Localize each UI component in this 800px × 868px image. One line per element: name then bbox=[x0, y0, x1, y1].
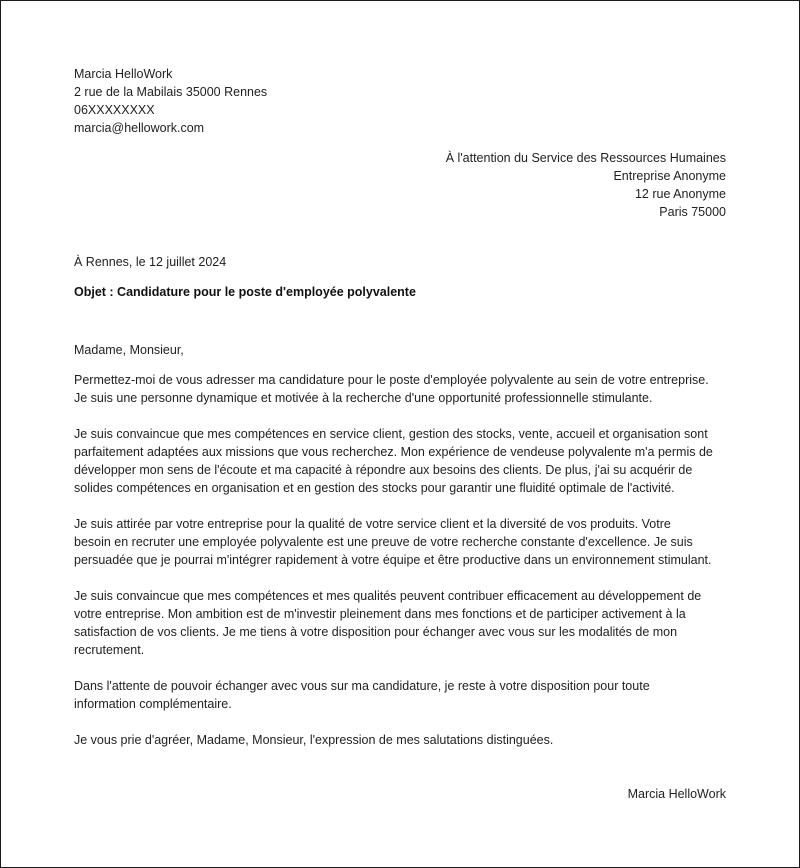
paragraph-line: Je suis une personne dynamique et motivée à la recherche d'une opportunité professionnelle stimulante. bbox=[74, 391, 653, 405]
paragraph-line: Je suis attirée par votre entreprise pour la qualité de votre service client et la diversité de vos produits. Votre bbox=[74, 517, 671, 531]
sender-address: 2 rue de la Mabilais 35000 Rennes bbox=[74, 85, 268, 99]
paragraph-3 bbox=[74, 515, 734, 569]
paragraph-1 bbox=[74, 371, 734, 407]
recipient-attention: À l'attention du Service des Ressources Humaines bbox=[445, 151, 726, 165]
paragraph-5 bbox=[74, 677, 734, 713]
recipient-company: Entreprise Anonyme bbox=[613, 169, 726, 183]
signature: Marcia HelloWork bbox=[627, 787, 726, 801]
paragraph-closing bbox=[74, 731, 734, 749]
paragraph-line: besoin en recruter une employée polyvalente est une preuve de votre recherche constante d'excellence. Je suis bbox=[74, 535, 693, 549]
paragraph-line: information complémentaire. bbox=[74, 697, 232, 711]
sender-email: marcia@hellowork.com bbox=[74, 121, 205, 135]
paragraph-4 bbox=[74, 587, 734, 659]
subject-line: Objet : Candidature pour le poste d'employée polyvalente bbox=[74, 285, 416, 299]
recipient-city: Paris 75000 bbox=[659, 205, 726, 219]
paragraph-line: parfaitement adaptées aux missions que vous recherchez. Mon expérience de vendeuse polyvalente m'a permis de bbox=[74, 445, 713, 459]
sender-name: Marcia HelloWork bbox=[74, 67, 173, 81]
paragraph-line: recrutement. bbox=[74, 643, 145, 657]
paragraph-line: persuadée que je pourrai m'intégrer rapidement à votre équipe et être productive dans un environnement stimulant. bbox=[74, 553, 712, 567]
paragraph-line: votre entreprise. Mon ambition est de m'investir pleinement dans mes fonctions et de participer activement à la bbox=[74, 607, 686, 621]
paragraph-line: Dans l'attente de pouvoir échanger avec vous sur ma candidature, je reste à votre disposition pour toute bbox=[74, 679, 650, 693]
recipient-street: 12 rue Anonyme bbox=[634, 187, 726, 201]
paragraph-line: solides compétences en organisation et en gestion des stocks pour garantir une fluidité optimale de l'activité. bbox=[74, 481, 675, 495]
paragraph-line: Permettez-moi de vous adresser ma candidature pour le poste d'employée polyvalente au sein de votre entreprise. bbox=[74, 373, 709, 387]
paragraph-2 bbox=[74, 425, 734, 497]
salutation: Madame, Monsieur, bbox=[74, 343, 184, 357]
paragraph-line: Je vous prie d'agréer, Madame, Monsieur, l'expression de mes salutations distinguées. bbox=[74, 733, 554, 747]
paragraph-line: satisfaction de vos clients. Je me tiens à votre disposition pour échanger avec vous sur les modalités de mon bbox=[74, 625, 678, 639]
paragraph-line: Je suis convaincue que mes compétences et mes qualités peuvent contribuer efficacement au développement de bbox=[74, 589, 702, 603]
paragraph-line: développer mon sens de l'écoute et ma capacité à répondre aux besoins des clients. De plus, j'ai su acquérir de bbox=[74, 463, 693, 477]
sender-phone: 06XXXXXXXX bbox=[74, 103, 155, 117]
paragraph-line: Je suis convaincue que mes compétences en service client, gestion des stocks, vente, accueil et organisation sont bbox=[74, 427, 708, 441]
date-line: À Rennes, le 12 juillet 2024 bbox=[74, 255, 227, 269]
